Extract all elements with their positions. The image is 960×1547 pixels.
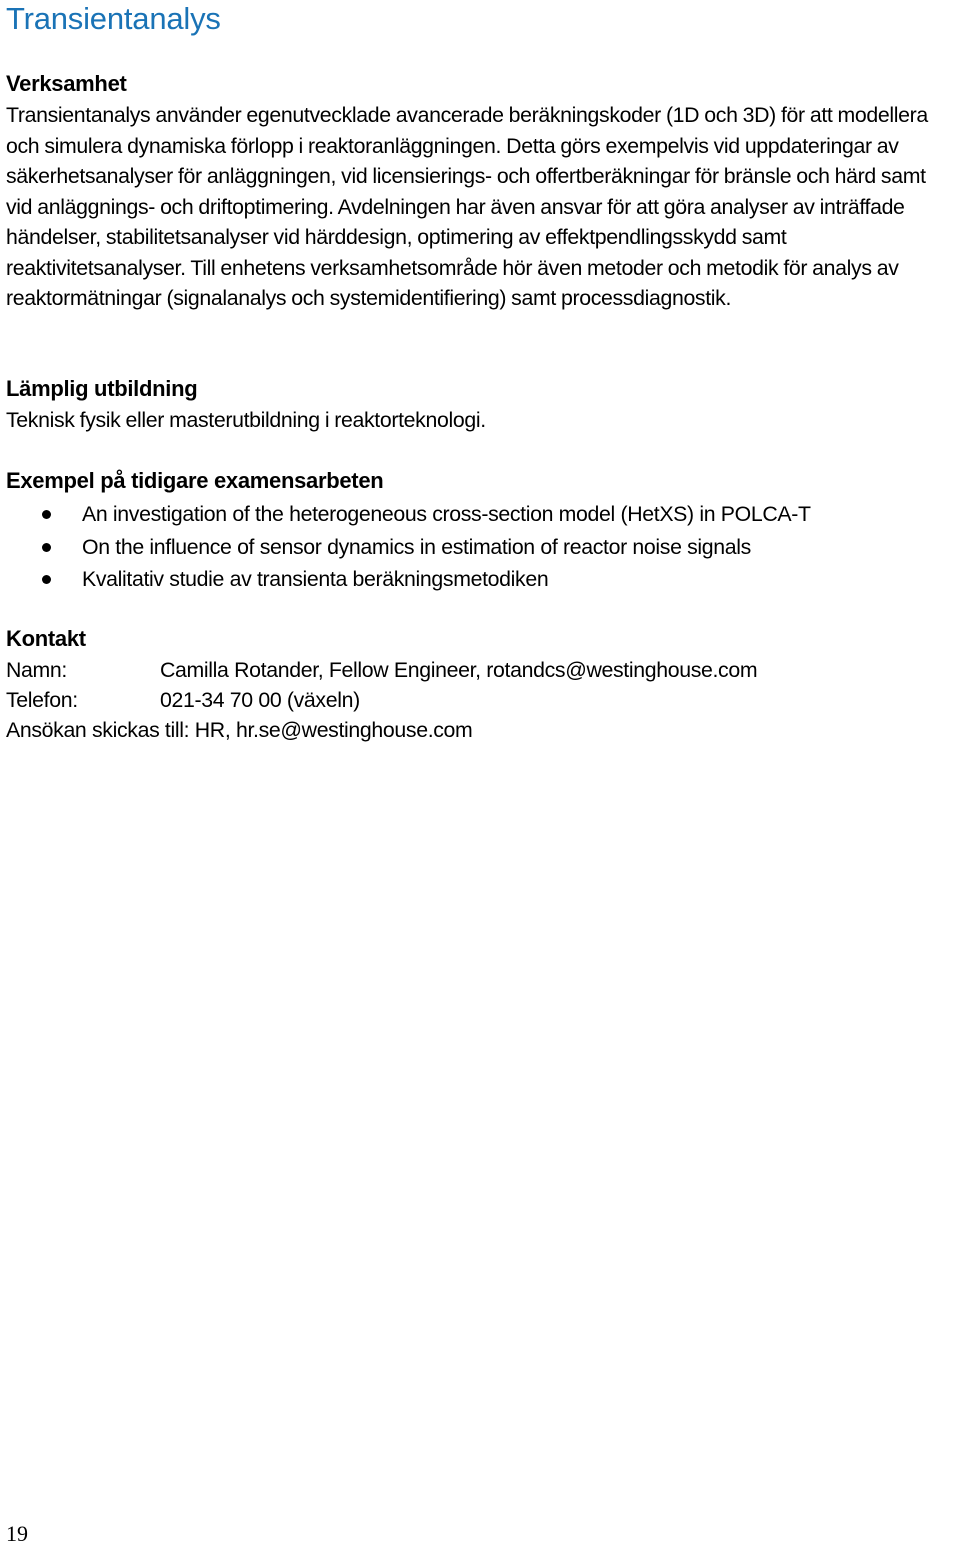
contact-phone-value: 021-34 70 00 (växeln): [160, 688, 360, 712]
list-item: [0, 498, 811, 531]
verksamhet-body: Transientanalys använder egenutvecklade avancerade beräkningskoder (1D och 3D) för att modellera och simulera dynamiska förlopp i reaktoranläggningen. Detta görs exempelvis vid uppdateringar av säkerhetsanalyser för anläggningen, vid licensierings- och offertberäkningar för bränsle och härd samt vid anläggnings- och driftoptimering. Avdelningen har även ansvar för att göra analyser av inträffade händelser, stabilitetsanalyser vid härddesign, optimering av effektpendlingsskydd samt reaktivitetsanalyser. Till enhetens verksamhetsområde hör även metoder och metodik för analys av reaktormätningar (signalanalys och systemidentifiering) samt processdiagnostik.: [6, 103, 928, 310]
contact-name-row: [6, 655, 757, 685]
bullet-icon: [42, 510, 51, 519]
heading-kontakt: Kontakt: [6, 626, 86, 651]
page-number: 19: [6, 1521, 28, 1546]
contact-phone-row: [6, 685, 360, 715]
page-title: Transientanalys: [6, 1, 221, 36]
contact-application: Ansökan skickas till: HR, hr.se@westinghouse.com: [6, 718, 473, 742]
list-item-text: An investigation of the heterogeneous cross-section model (HetXS) in POLCA-T: [82, 502, 811, 526]
list-item: [0, 563, 811, 596]
list-item-text: Kvalitativ studie av transienta beräkningsmetodiken: [82, 567, 549, 591]
contact-phone-label: Telefon:: [6, 688, 78, 712]
heading-verksamhet: Verksamhet: [6, 71, 127, 96]
contact-name-label: Namn:: [6, 658, 67, 682]
thesis-list: [0, 498, 811, 596]
bullet-icon: [42, 543, 51, 552]
list-item: [0, 531, 811, 564]
bullet-icon: [42, 575, 51, 584]
list-item-text: On the influence of sensor dynamics in estimation of reactor noise signals: [82, 534, 751, 559]
contact-name-value: Camilla Rotander, Fellow Engineer, rotandcs@westinghouse.com: [160, 658, 758, 682]
heading-exempel: Exempel på tidigare examensarbeten: [6, 468, 384, 493]
utbildning-body: Teknisk fysik eller masterutbildning i reaktorteknologi.: [6, 408, 486, 432]
heading-utbildning: Lämplig utbildning: [6, 376, 198, 401]
